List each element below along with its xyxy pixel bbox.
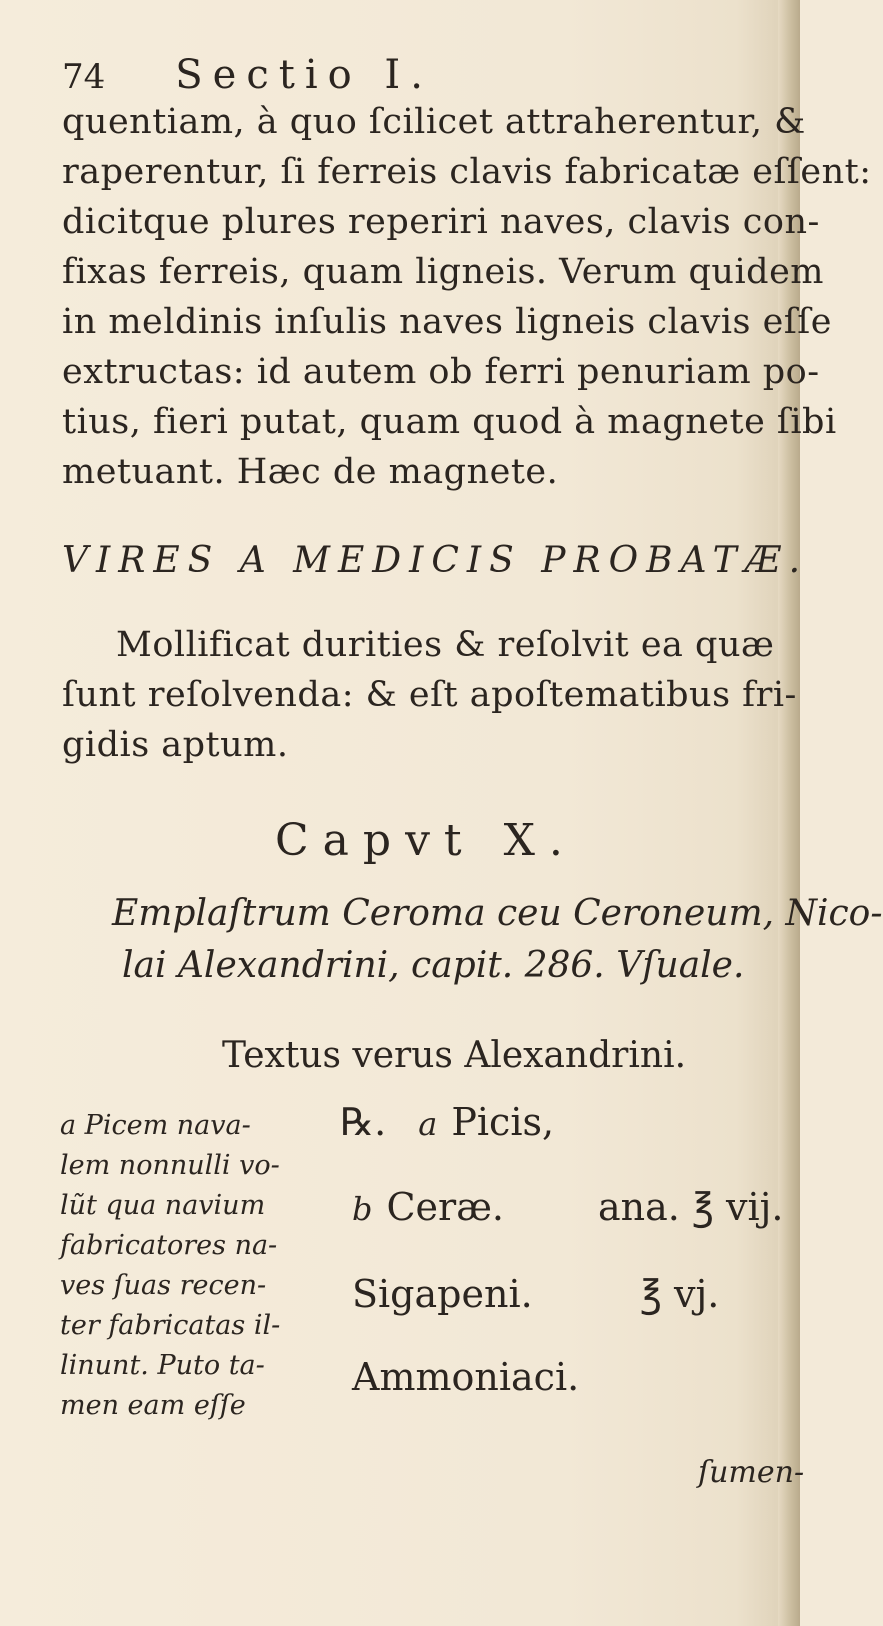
chapter-caption-line: lai Alexandrini, capit. 286. Vſuale. [122,945,745,986]
body-line: raperentur, ſi ferreis clavis fabricatæ eſſent: [62,152,872,192]
section-heading: VIRES A MEDICIS PROBATÆ. [62,540,809,581]
chapter-caption-line: Emplaſtrum Ceroma ceu Ceroneum, Nico- [112,893,883,934]
body-line: fixas ferreis, quam ligneis. Verum quidem [62,252,824,292]
side-note-line: linunt. Puto ta- [60,1350,265,1381]
running-head [62,52,433,98]
side-note-line: a Picem nava- [60,1110,251,1141]
section-line: Mollificat durities & reſolvit ea quæ [116,625,775,665]
body-line: in meldinis inſulis naves ligneis clavis eſſe [62,302,832,342]
side-note-line: fabricatores na- [60,1230,278,1261]
side-note-line: lũt qua navium [60,1190,266,1221]
body-line: tius, fieri putat, quam quod à magnete ſibi [62,402,837,442]
recipe-ingredient: Ammoniaci. [352,1355,580,1399]
body-line: metuant. Hæc de magnete. [62,452,559,492]
side-note-line: men eam eſſe [60,1390,246,1421]
body-line: quentiam, à quo ſcilicet attraherentur, & [62,102,806,142]
recipe-quantity: ℥ vj. [640,1272,720,1316]
side-note-line: lem nonnulli vo- [60,1150,280,1181]
recipe-quantity: ana. ℥ vij. [598,1185,784,1229]
side-note-line: ves ſuas recen- [60,1270,267,1301]
section-line: ſunt reſolvenda: & eſt apoſtematibus fri- [62,675,797,715]
recipe-row [340,1100,554,1144]
recipe-sign: ℞. [340,1100,387,1144]
recipe-ingredient: Ceræ. [386,1185,505,1229]
section-line: gidis aptum. [62,725,289,765]
recipe-letter: b [352,1190,373,1228]
page-gutter [778,0,800,1626]
running-title: Sectio I. [175,52,433,98]
chapter-heading: Capvt X. [275,815,577,866]
recipe-letter: a [418,1105,438,1143]
recipe-ingredient: Sigapeni. [352,1272,533,1316]
page-number: 74 [62,57,106,97]
recipe-row [352,1185,504,1229]
textus-heading: Textus verus Alexandrini. [222,1035,687,1076]
body-line: dicitque plures reperiri naves, clavis con- [62,202,820,242]
side-note-line: ter fabricatas il- [60,1310,281,1341]
catchword: ſumen- [698,1455,805,1490]
recipe-ingredient: Picis, [451,1100,555,1144]
body-line: extructas: id autem ob ferri penuriam po- [62,352,820,392]
